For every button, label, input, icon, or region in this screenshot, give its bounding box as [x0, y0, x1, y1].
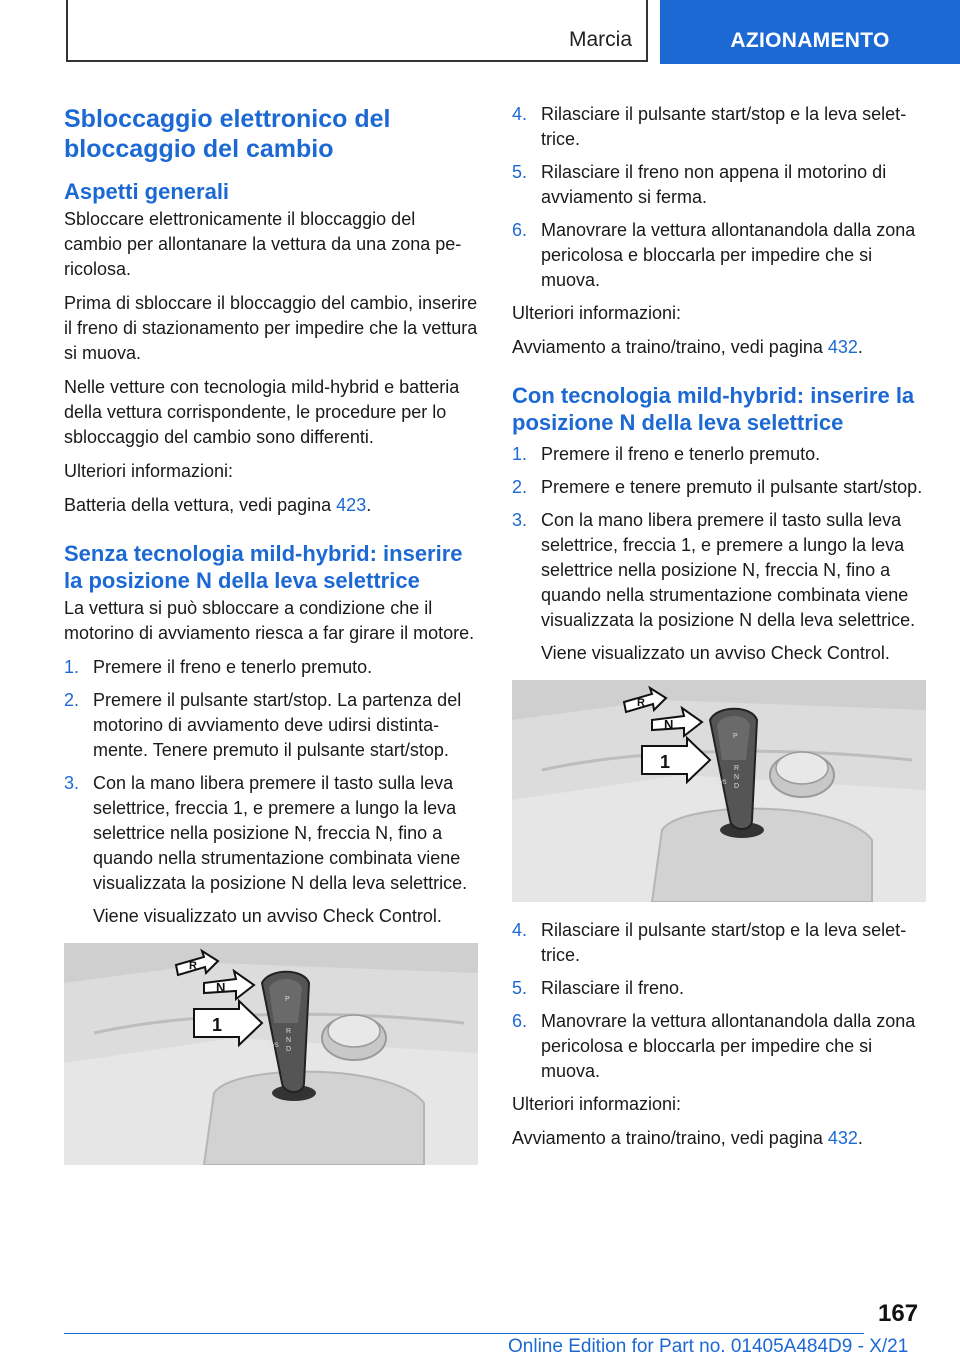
- steps-list: [64, 655, 478, 896]
- svg-text:N: N: [216, 980, 226, 995]
- list-item: 5. Rilasciare il freno.: [512, 978, 685, 998]
- gear-label-r: R: [734, 765, 740, 772]
- paragraph: Ulteriori informazioni:: [512, 303, 682, 323]
- footer-edition: Online Edition for Part no. 01405A484D9 - X/21: [508, 1336, 909, 1357]
- gear-label-n: N: [286, 1037, 292, 1044]
- steps-list: [512, 102, 926, 293]
- list-item: 4. Rilasciare il pulsante start/stop e la leva selettrice.: [512, 920, 907, 965]
- list-item: 2. Premere il pulsante start/stop. La partenza del motorino di avviamento deve udirsi distintamente. Tenere premuto il pulsante start/stop.: [64, 690, 462, 760]
- svg-text:1: 1: [660, 752, 671, 772]
- list-item: 6. Manovrare la vettura allontanandola dalla zona pericolosa e bloccarla per impedire che si muova.: [512, 220, 916, 290]
- list-item: 1. Premere il freno e tenerlo premuto.: [64, 657, 373, 677]
- page-link-423[interactable]: 423: [336, 495, 367, 515]
- list-item: 4. Rilasciare il pulsante start/stop e la leva selettrice.: [512, 104, 907, 149]
- cross-reference: Avviamento a traino/traino, vedi pagina 432.: [512, 1128, 863, 1148]
- gear-label-n: N: [734, 774, 740, 781]
- steps-list: [512, 442, 926, 633]
- gear-label-p: P: [733, 733, 738, 740]
- svg-text:R: R: [189, 960, 197, 972]
- steps-list: [512, 918, 926, 1084]
- paragraph: Prima di sbloccare il bloccaggio del cambio, inserire il freno di stazionamento per impedire che la vettura si muova.: [64, 293, 478, 363]
- svg-text:N: N: [664, 717, 674, 732]
- step-note: Viene visualizzato un avviso Check Control.: [93, 906, 442, 926]
- list-item: 3. Con la mano libera premere il tasto sulla leva selettrice, freccia 1, e premere a lungo la leva selettrice nella posizione N, freccia N, fino a quando nella strumentazione combinata viene visualizzata la posizione N della leva selettrice.: [64, 773, 468, 893]
- list-item: 2. Premere e tenere premuto il pulsante start/stop.: [512, 477, 923, 497]
- gear-label-d: D: [734, 783, 740, 790]
- gear-selector-drawing: [512, 680, 926, 902]
- gear-label-ms: M/S: [716, 780, 727, 786]
- heading-with-mild-hybrid: Con tecnologia mild-hybrid: inserire la posizione N della leva selettrice: [512, 383, 915, 435]
- paragraph: La vettura si può sbloccare a condizione che il motorino di avviamento riesca a far girare il motore.: [64, 598, 475, 643]
- heading-general: Aspetti generali: [64, 179, 230, 204]
- paragraph: Ulteriori informazioni:: [64, 461, 234, 481]
- header-section-box: [66, 0, 648, 62]
- list-item: 5. Rilasciare il freno non appena il motorino di avviamento si ferma.: [512, 162, 887, 207]
- gear-selector-illustration: [64, 943, 478, 1165]
- paragraph: Sbloccare elettronicamente il bloccaggio del cambio per allontanare la vettura da una zona pericolosa.: [64, 209, 462, 279]
- svg-text:R: R: [637, 697, 645, 709]
- header-section-title: Marcia: [568, 28, 632, 51]
- page-link-432[interactable]: 432: [827, 337, 858, 357]
- paragraph: Ulteriori informazioni:: [512, 1094, 682, 1114]
- header-chapter-tab: AZIONAMENTO: [660, 0, 960, 64]
- step-note: Viene visualizzato un avviso Check Control.: [541, 643, 890, 663]
- gear-selector-drawing: [64, 943, 478, 1165]
- right-column: [512, 100, 926, 1160]
- list-item: 3. Con la mano libera premere il tasto sulla leva selettrice, freccia 1, e premere a lungo la leva selettrice nella posizione N, freccia N, fino a quando nella strumentazione combinata viene visualizzata la posizione N della leva selettrice.: [512, 510, 916, 630]
- gear-selector-illustration: [512, 680, 926, 902]
- cross-reference: Avviamento a traino/traino, vedi pagina 432.: [512, 337, 863, 357]
- gear-label-ms: M/S: [268, 1043, 279, 1049]
- page-link-432[interactable]: 432: [827, 1128, 858, 1148]
- list-item: 6. Manovrare la vettura allontanandola dalla zona pericolosa e bloccarla per impedire che si muova.: [512, 1011, 916, 1081]
- main-heading: Sbloccaggio elettronico del bloccaggio del cambio: [64, 105, 391, 163]
- left-column: [64, 100, 478, 1181]
- gear-label-d: D: [286, 1046, 292, 1053]
- cross-reference: Batteria della vettura, vedi pagina 423.: [64, 495, 372, 515]
- svg-text:1: 1: [212, 1015, 223, 1035]
- gear-label-p: P: [285, 996, 290, 1003]
- list-item: 1. Premere il freno e tenerlo premuto.: [512, 444, 821, 464]
- gear-label-r: R: [286, 1028, 292, 1035]
- paragraph: Nelle vetture con tecnologia mild-hybrid e batteria della vettura corrispondente, le procedure per lo sbloccaggio del cambio sono differenti.: [64, 377, 460, 447]
- page-header: [0, 0, 960, 66]
- footer-divider: [64, 1333, 864, 1334]
- heading-without-mild-hybrid: Senza tecnologia mild-hybrid: inserire la posizione N della leva selettrice: [64, 541, 463, 593]
- page-number: 167: [878, 1300, 919, 1327]
